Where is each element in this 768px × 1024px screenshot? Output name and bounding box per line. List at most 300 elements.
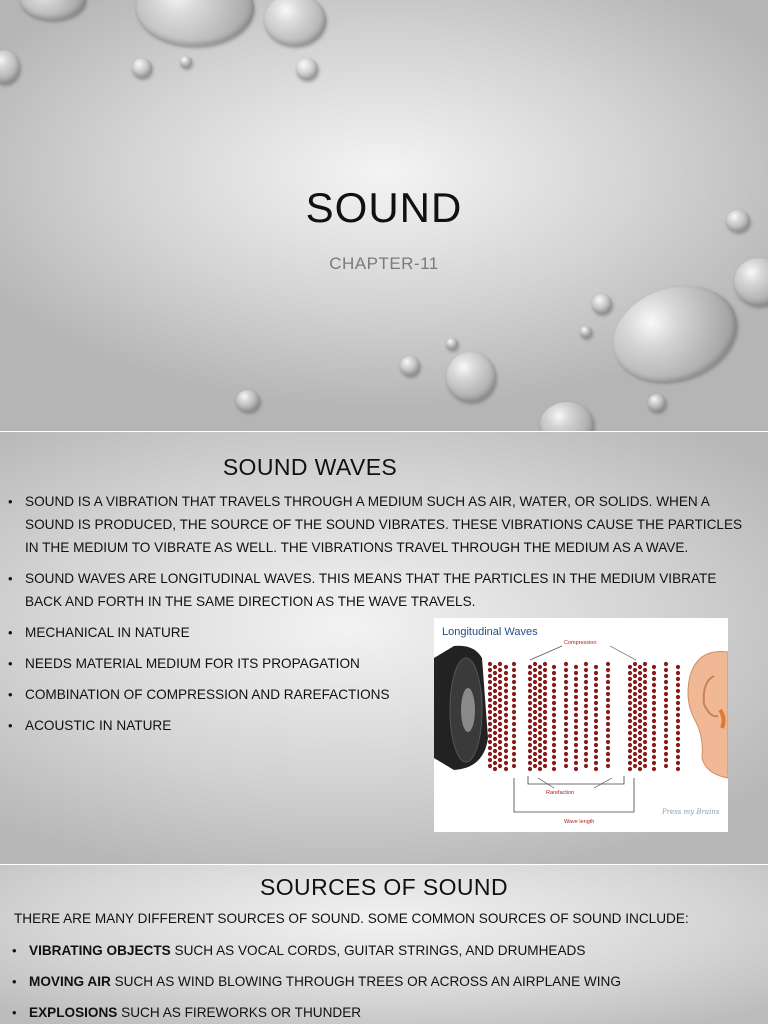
air-particle — [538, 725, 542, 729]
air-particle — [584, 734, 588, 738]
speaker-center — [461, 688, 475, 732]
air-particle — [676, 689, 680, 693]
air-particle — [574, 755, 578, 759]
air-particle — [643, 710, 647, 714]
air-particle — [606, 662, 610, 666]
air-particle — [538, 665, 542, 669]
air-particle — [512, 668, 516, 672]
air-particle — [564, 674, 568, 678]
air-particle — [488, 692, 492, 696]
air-particle — [584, 746, 588, 750]
water-drop-decoration — [296, 58, 318, 80]
air-particle — [498, 662, 502, 666]
air-particle — [533, 704, 537, 708]
air-particle — [664, 722, 668, 726]
air-particle — [533, 668, 537, 672]
air-particle — [512, 752, 516, 756]
air-particle — [628, 737, 632, 741]
air-particle — [584, 704, 588, 708]
air-particle — [552, 767, 556, 771]
air-particle — [664, 740, 668, 744]
air-particle — [528, 731, 532, 735]
air-particle — [564, 662, 568, 666]
air-particle — [676, 665, 680, 669]
air-particle — [638, 755, 642, 759]
air-particle — [652, 689, 656, 693]
list-item — [4, 939, 764, 962]
air-particle — [538, 767, 542, 771]
air-particle — [652, 725, 656, 729]
air-particle — [628, 683, 632, 687]
air-particle — [512, 686, 516, 690]
air-particle — [552, 719, 556, 723]
rarefaction-pointer — [538, 778, 554, 788]
air-particle — [638, 725, 642, 729]
air-particle — [493, 695, 497, 699]
air-particle — [643, 752, 647, 756]
air-particle — [538, 677, 542, 681]
air-particle — [652, 701, 656, 705]
air-particle — [493, 719, 497, 723]
air-particle — [594, 665, 598, 669]
air-particle — [633, 704, 637, 708]
air-particle — [664, 674, 668, 678]
air-particle — [643, 662, 647, 666]
air-particle — [543, 722, 547, 726]
air-particle — [643, 740, 647, 744]
air-particle — [493, 725, 497, 729]
air-particle — [606, 668, 610, 672]
air-particle — [633, 686, 637, 690]
air-particle — [533, 662, 537, 666]
air-particle — [504, 767, 508, 771]
air-particle — [584, 722, 588, 726]
air-particle — [538, 713, 542, 717]
air-particle — [628, 671, 632, 675]
air-particle — [628, 695, 632, 699]
air-particle — [493, 689, 497, 693]
air-particle — [633, 746, 637, 750]
air-particle — [643, 758, 647, 762]
air-particle — [664, 704, 668, 708]
air-particle — [633, 722, 637, 726]
air-particle — [528, 719, 532, 723]
air-particle — [538, 689, 542, 693]
rarefaction-pointer — [594, 778, 612, 788]
air-particle — [584, 680, 588, 684]
air-particle — [574, 677, 578, 681]
air-particle — [564, 716, 568, 720]
air-particle — [543, 764, 547, 768]
air-particle — [574, 725, 578, 729]
air-particle — [584, 740, 588, 744]
air-particle — [676, 719, 680, 723]
air-particle — [528, 725, 532, 729]
air-particle — [633, 764, 637, 768]
air-particle — [606, 710, 610, 714]
air-particle — [543, 680, 547, 684]
air-particle — [543, 752, 547, 756]
item-term: MOVING AIR — [29, 974, 111, 989]
air-particle — [606, 728, 610, 732]
air-particle — [533, 740, 537, 744]
air-particle — [504, 707, 508, 711]
item-term: EXPLOSIONS — [29, 1005, 118, 1020]
air-particle — [574, 665, 578, 669]
list-item — [4, 970, 764, 993]
air-particle — [488, 722, 492, 726]
air-particle — [488, 746, 492, 750]
air-particle — [606, 740, 610, 744]
air-particle — [512, 716, 516, 720]
air-particle — [498, 722, 502, 726]
air-particle — [528, 755, 532, 759]
air-particle — [676, 677, 680, 681]
air-particle — [512, 674, 516, 678]
air-particle — [504, 671, 508, 675]
slide-subtitle: CHAPTER-11 — [329, 254, 439, 273]
air-particle — [498, 734, 502, 738]
list-item: • NEEDS MATERIAL MEDIUM FOR ITS PROPAGATION — [0, 652, 420, 675]
air-particle — [538, 695, 542, 699]
air-particle — [498, 710, 502, 714]
air-particle — [676, 731, 680, 735]
air-particle — [664, 692, 668, 696]
air-particle — [538, 761, 542, 765]
air-particle — [574, 695, 578, 699]
air-particle — [594, 725, 598, 729]
air-particle — [638, 743, 642, 747]
air-particle — [628, 743, 632, 747]
air-particle — [528, 677, 532, 681]
air-particle — [528, 749, 532, 753]
air-particle — [638, 737, 642, 741]
air-particle — [533, 764, 537, 768]
air-particle — [564, 692, 568, 696]
air-particle — [594, 743, 598, 747]
air-particle — [676, 683, 680, 687]
air-particle — [574, 683, 578, 687]
air-particle — [574, 719, 578, 723]
air-particle — [533, 734, 537, 738]
air-particle — [504, 689, 508, 693]
list-item: • COMBINATION OF COMPRESSION AND RAREFACTIONS — [0, 683, 420, 706]
air-particle — [633, 692, 637, 696]
air-particle — [512, 698, 516, 702]
air-particle — [633, 698, 637, 702]
air-particle — [638, 707, 642, 711]
air-particle — [498, 758, 502, 762]
air-particle — [498, 698, 502, 702]
air-particle — [488, 674, 492, 678]
air-particle — [504, 677, 508, 681]
air-particle — [552, 755, 556, 759]
air-particle — [574, 761, 578, 765]
air-particle — [638, 689, 642, 693]
air-particle — [633, 758, 637, 762]
air-particle — [638, 671, 642, 675]
air-particle — [574, 689, 578, 693]
air-particle — [564, 752, 568, 756]
air-particle — [643, 734, 647, 738]
air-particle — [584, 698, 588, 702]
air-particle — [493, 671, 497, 675]
air-particle — [594, 671, 598, 675]
air-particle — [584, 716, 588, 720]
air-particle — [528, 713, 532, 717]
air-particle — [643, 674, 647, 678]
air-particle — [676, 695, 680, 699]
air-particle — [584, 674, 588, 678]
list-item: • SOUND IS A VIBRATION THAT TRAVELS THROUGH A MEDIUM SUCH AS AIR, WATER, OR SOLIDS. WHEN A SOUND IS PRODUCED, THE SOURCE OF THE SOUND VIBRATES. THESE VIBRATIONS CAUSE THE PARTICLES IN THE MEDIUM TO VIBRATE AS WELL. THE VIBRATIONS TRAVEL THROUGH THE MEDIUM AS A WAVE. — [0, 490, 750, 559]
air-particle — [628, 749, 632, 753]
list-item: • ACOUSTIC IN NATURE — [0, 714, 420, 737]
air-particle — [552, 731, 556, 735]
air-particle — [638, 713, 642, 717]
rarefaction-label: Rarefaction — [546, 790, 575, 796]
air-particle — [538, 755, 542, 759]
air-particle — [504, 695, 508, 699]
air-particle — [676, 755, 680, 759]
air-particle — [488, 662, 492, 666]
air-particle — [638, 749, 642, 753]
item-term: VIBRATING OBJECTS — [29, 943, 171, 958]
air-particle — [488, 740, 492, 744]
air-particle — [498, 668, 502, 672]
air-particle — [564, 740, 568, 744]
air-particle — [528, 671, 532, 675]
title-slide — [0, 0, 768, 432]
air-particle — [638, 731, 642, 735]
air-particle — [504, 731, 508, 735]
air-particle — [512, 764, 516, 768]
water-drop-decoration — [20, 0, 86, 20]
air-particle — [543, 698, 547, 702]
air-particle — [676, 761, 680, 765]
air-particle — [564, 710, 568, 714]
air-particle — [533, 752, 537, 756]
air-particle — [676, 749, 680, 753]
air-particle — [533, 698, 537, 702]
air-particle — [652, 767, 656, 771]
water-drop-decoration — [0, 50, 20, 84]
air-particle — [543, 728, 547, 732]
air-particle — [643, 686, 647, 690]
air-particle — [652, 719, 656, 723]
air-particle — [574, 701, 578, 705]
water-drop-decoration — [601, 271, 749, 397]
slide-heading: SOURCES OF SOUND — [260, 874, 508, 900]
air-particle — [493, 737, 497, 741]
air-particle — [594, 737, 598, 741]
air-particle — [664, 728, 668, 732]
air-particle — [528, 743, 532, 747]
air-particle — [552, 713, 556, 717]
item-text: SUCH AS WIND BLOWING THROUGH TREES OR ACROSS AN AIRPLANE WING — [110, 974, 621, 989]
air-particle — [493, 749, 497, 753]
bullet-list-long — [0, 490, 750, 621]
air-particle — [652, 737, 656, 741]
air-particle — [633, 728, 637, 732]
air-particle — [488, 728, 492, 732]
air-particle — [493, 713, 497, 717]
air-particle — [552, 761, 556, 765]
air-particle — [664, 662, 668, 666]
air-particle — [606, 704, 610, 708]
air-particle — [594, 767, 598, 771]
air-particle — [584, 686, 588, 690]
air-particle — [488, 710, 492, 714]
air-particle — [664, 758, 668, 762]
air-particle — [606, 716, 610, 720]
air-particle — [528, 767, 532, 771]
air-particle — [643, 668, 647, 672]
air-particle — [638, 665, 642, 669]
air-particle — [664, 668, 668, 672]
bullet-list-short — [0, 621, 420, 737]
air-particle — [504, 761, 508, 765]
air-particle — [512, 662, 516, 666]
air-particle — [664, 764, 668, 768]
air-particle — [498, 686, 502, 690]
air-particle — [512, 728, 516, 732]
figure-title: Longitudinal Waves — [442, 626, 538, 638]
air-particle — [564, 758, 568, 762]
air-particle — [643, 692, 647, 696]
air-particle — [498, 680, 502, 684]
list-item — [4, 1001, 764, 1024]
air-particle — [606, 758, 610, 762]
air-particle — [488, 752, 492, 756]
water-drop-decoration — [400, 356, 420, 376]
air-particle — [488, 680, 492, 684]
air-particle — [606, 764, 610, 768]
air-particle — [584, 662, 588, 666]
air-particle — [664, 710, 668, 714]
air-particle — [488, 764, 492, 768]
air-particle — [493, 701, 497, 705]
air-particle — [504, 755, 508, 759]
air-particle — [488, 668, 492, 672]
air-particle — [594, 677, 598, 681]
air-particle — [533, 680, 537, 684]
air-particle — [552, 683, 556, 687]
air-particle — [574, 767, 578, 771]
air-particle — [594, 749, 598, 753]
air-particle — [552, 743, 556, 747]
air-particle — [664, 734, 668, 738]
air-particle — [493, 731, 497, 735]
air-particle — [676, 671, 680, 675]
air-particle — [528, 761, 532, 765]
air-particle — [543, 662, 547, 666]
sources-of-sound-slide — [0, 865, 768, 1024]
air-particle — [643, 746, 647, 750]
air-particle — [528, 701, 532, 705]
air-particle — [552, 749, 556, 753]
air-particle — [552, 689, 556, 693]
air-particle — [574, 671, 578, 675]
air-particle — [633, 734, 637, 738]
water-drop-decoration — [236, 390, 260, 412]
air-particle — [633, 710, 637, 714]
air-particle — [594, 707, 598, 711]
air-particle — [564, 746, 568, 750]
air-particle — [493, 761, 497, 765]
air-particle — [594, 701, 598, 705]
air-particle — [574, 743, 578, 747]
compression-label: Compression — [564, 640, 597, 646]
air-particle — [606, 698, 610, 702]
air-particle — [633, 716, 637, 720]
slide-title: SOUND — [305, 184, 463, 231]
air-particle — [552, 707, 556, 711]
air-particle — [498, 746, 502, 750]
water-drop-decoration — [180, 56, 192, 68]
water-drop-decoration — [264, 0, 326, 46]
item-text: SUCH AS FIREWORKS OR THUNDER — [117, 1005, 362, 1020]
air-particle — [498, 704, 502, 708]
air-particle — [594, 755, 598, 759]
air-particle — [664, 752, 668, 756]
air-particle — [543, 746, 547, 750]
air-particle — [606, 752, 610, 756]
air-particle — [493, 677, 497, 681]
air-particle — [528, 695, 532, 699]
air-particle — [543, 734, 547, 738]
air-particle — [676, 725, 680, 729]
air-particle — [652, 707, 656, 711]
air-particle — [676, 767, 680, 771]
air-particle — [584, 710, 588, 714]
air-particle — [543, 668, 547, 672]
air-particle — [643, 680, 647, 684]
air-particle — [633, 662, 637, 666]
air-particle — [594, 689, 598, 693]
air-particle — [638, 719, 642, 723]
air-particle — [488, 698, 492, 702]
water-drop-decoration — [136, 0, 254, 46]
air-particle — [498, 674, 502, 678]
rarefaction-bracket — [528, 776, 624, 784]
air-particle — [594, 731, 598, 735]
air-particle — [643, 764, 647, 768]
air-particle — [652, 713, 656, 717]
air-particle — [538, 671, 542, 675]
air-particle — [504, 737, 508, 741]
air-particle — [498, 764, 502, 768]
air-particle — [504, 749, 508, 753]
air-particle — [652, 731, 656, 735]
air-particle — [594, 683, 598, 687]
air-particle — [628, 731, 632, 735]
air-particle — [512, 734, 516, 738]
air-particle — [543, 692, 547, 696]
air-particle — [628, 713, 632, 717]
air-particle — [652, 695, 656, 699]
air-particle — [538, 707, 542, 711]
air-particle — [552, 737, 556, 741]
air-particle — [664, 686, 668, 690]
air-particle — [628, 755, 632, 759]
air-particle — [676, 713, 680, 717]
air-particle — [543, 758, 547, 762]
air-particle — [594, 695, 598, 699]
air-particle — [584, 752, 588, 756]
air-particle — [533, 746, 537, 750]
list-item: • MECHANICAL IN NATURE — [0, 621, 420, 644]
intro-text: THERE ARE MANY DIFFERENT SOURCES OF SOUND. SOME COMMON SOURCES OF SOUND INCLUDE: — [14, 911, 689, 926]
